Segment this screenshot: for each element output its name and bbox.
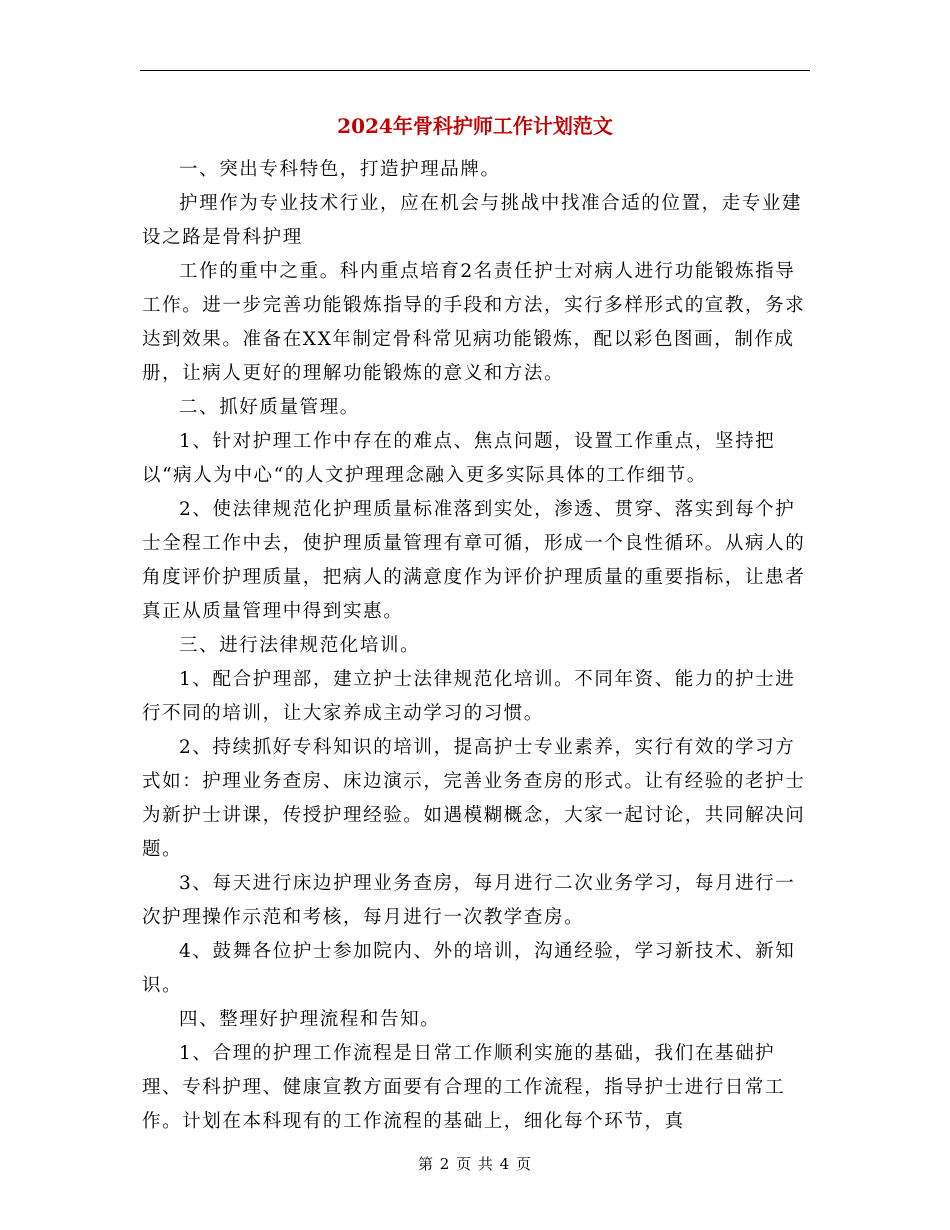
paragraph: 护理作为专业技术行业，应在机会与挑战中找准合适的位置，走专业建设之路是骨科护理 <box>142 193 803 248</box>
paragraph: 1、合理的护理工作流程是日常工作顺利实施的基础，我们在基础护理、专科护理、健康宣教方面要有合理的工作流程，指导护士进行日常工作。计划在本科现有的工作流程的基础上，细化每个环节，真 <box>142 1043 786 1132</box>
paragraph: 4、鼓舞各位护士参加院内、外的培训，沟通经验，学习新技术、新知识。 <box>142 941 796 996</box>
section-heading: 三、进行法律规范化培训。 <box>179 635 421 656</box>
paragraph: 2、使法律规范化护理质量标准落到实处，渗透、贯穿、落实到每个护士全程工作中去，使护理质量管理有章可循，形成一个良性循环。从病人的角度评价护理质量，把病人的满意度作为评价护理质量的重要指标，让患者真正从质量管理中得到实惠。 <box>142 499 806 622</box>
paragraph: 工作的重中之重。科内重点培育2名责任护士对病人进行功能锻炼指导工作。进一步完善功能锻炼指导的手段和方法，实行多样形式的宣教，务求达到效果。准备在XX年制定骨科常见病功能锻炼，配以彩色图画，制作成册，让病人更好的理解功能锻炼的意义和方法。 <box>142 261 806 384</box>
section-heading: 二、抓好质量管理。 <box>179 397 360 418</box>
document-body <box>142 153 810 1139</box>
paragraph: 1、配合护理部，建立护士法律规范化培训。不同年资、能力的护士进行不同的培训，让大家养成主动学习的习惯。 <box>142 669 796 724</box>
document-title: 2024年骨科护师工作计划范文 <box>337 114 613 138</box>
header-rule <box>140 70 810 71</box>
section-heading: 一、突出专科特色，打造护理品牌。 <box>179 159 501 180</box>
paragraph: 3、每天进行床边护理业务查房，每月进行二次业务学习，每月进行一次护理操作示范和考核，每月进行一次教学查房。 <box>142 873 796 928</box>
paragraph: 1、针对护理工作中存在的难点、焦点问题，设置工作重点，坚持把以“病人为中心“的人文护理理念融入更多实际具体的工作细节。 <box>142 431 776 486</box>
section-heading: 四、整理好护理流程和告知。 <box>179 1009 441 1030</box>
page-indicator: 第 2 页 共 4 页 <box>418 1155 532 1173</box>
paragraph: 2、持续抓好专科知识的培训，提高护士专业素养，实行有效的学习方式如：护理业务查房、床边演示，完善业务查房的形式。让有经验的老护士为新护士讲课，传授护理经验。如遇模糊概念，大家一起讨论，共同解决问题。 <box>142 737 806 860</box>
